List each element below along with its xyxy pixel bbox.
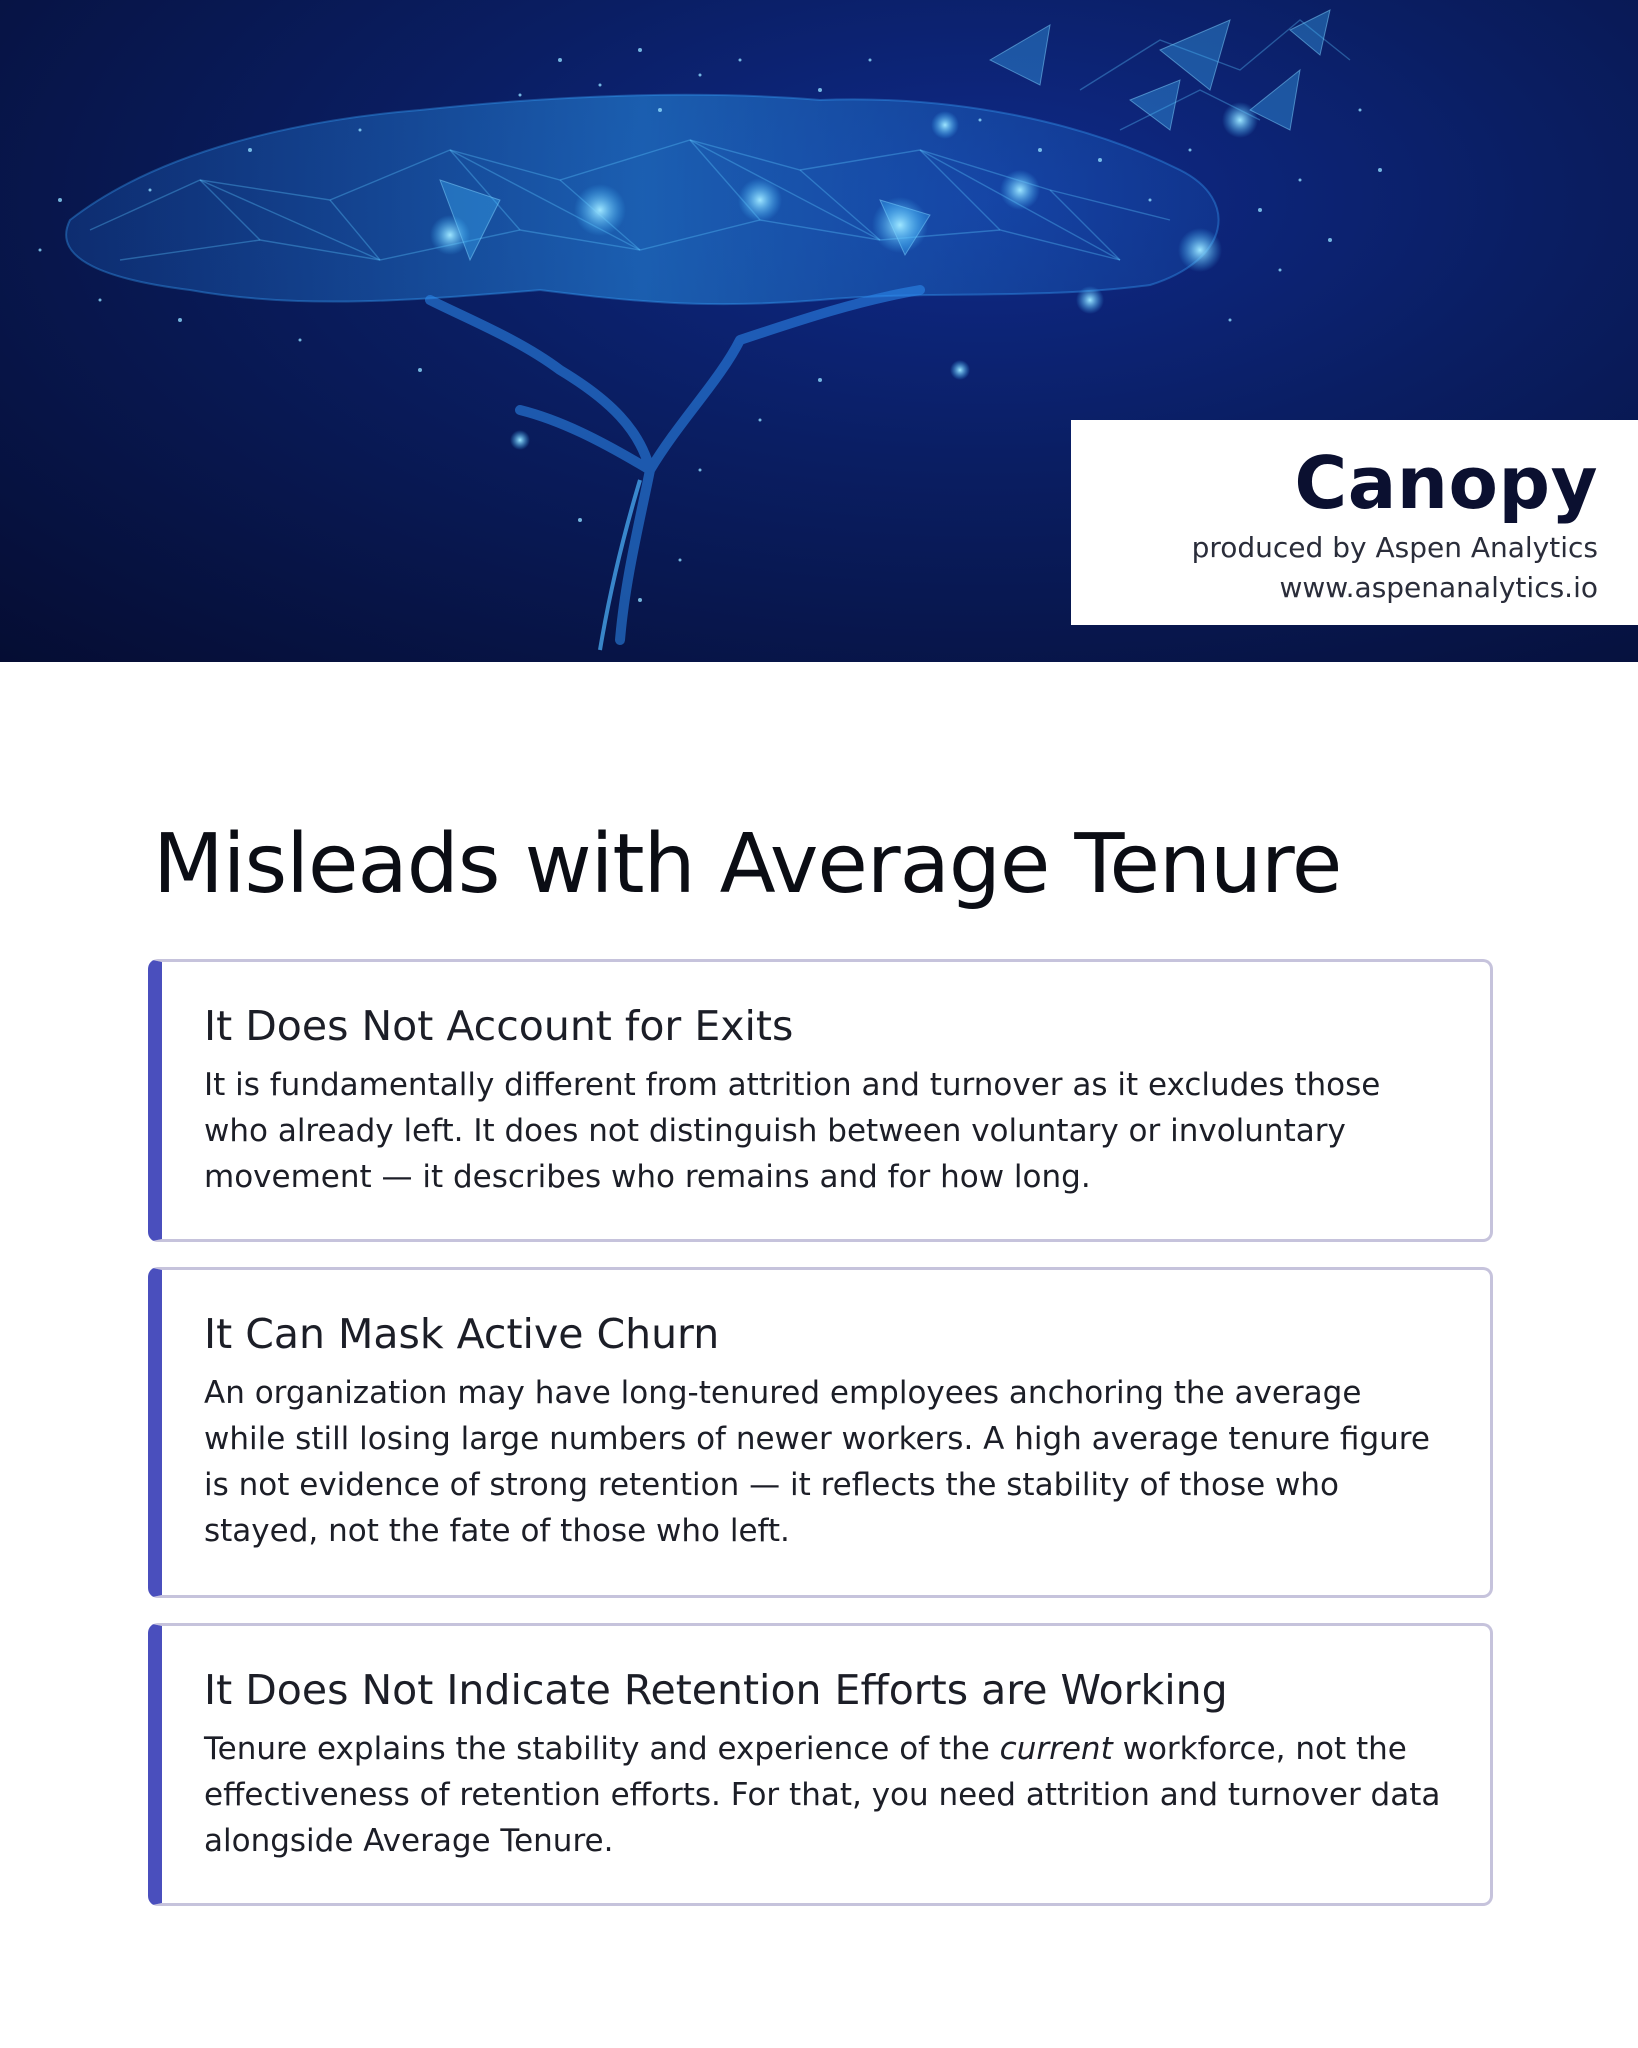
card-heading: It Does Not Indicate Retention Efforts are Working (204, 1666, 1228, 1714)
brand-website-link[interactable]: www.aspenanalytics.io (1279, 571, 1598, 604)
hero-banner (0, 0, 1638, 662)
brand-box (1071, 420, 1638, 625)
card-body: It is fundamentally different from attrition and turnover as it excludes those who already left. It does not distinguish between voluntary or involuntary movement — it describes who remains and for how long. (204, 1067, 1381, 1195)
card-does-not-indicate-retention (148, 1623, 1493, 1906)
brand-title: Canopy (1294, 441, 1598, 525)
page-title: Misleads with Average Tenure (153, 817, 1342, 912)
card-body-before: Tenure explains the stability and experience of the (204, 1731, 990, 1767)
card-body-emphasis: current (999, 1731, 1113, 1767)
card-body (204, 1726, 1450, 1864)
card-does-not-account-for-exits (148, 959, 1493, 1242)
card-body: An organization may have long-tenured employees anchoring the average while still losing large numbers of newer workers. A high average tenure figure is not evidence of strong retention — it reflects the stability of those who stayed, not the fate of those who left. (204, 1375, 1430, 1549)
brand-producer: produced by Aspen Analytics (1191, 531, 1598, 564)
card-heading: It Can Mask Active Churn (204, 1310, 720, 1358)
card-can-mask-active-churn (148, 1267, 1493, 1598)
card-heading: It Does Not Account for Exits (204, 1002, 794, 1050)
card-body-after: workforce, not the effectiveness of retention efforts. For that, you need attrition and turnover data alongside Average Tenure. (204, 1731, 1441, 1859)
